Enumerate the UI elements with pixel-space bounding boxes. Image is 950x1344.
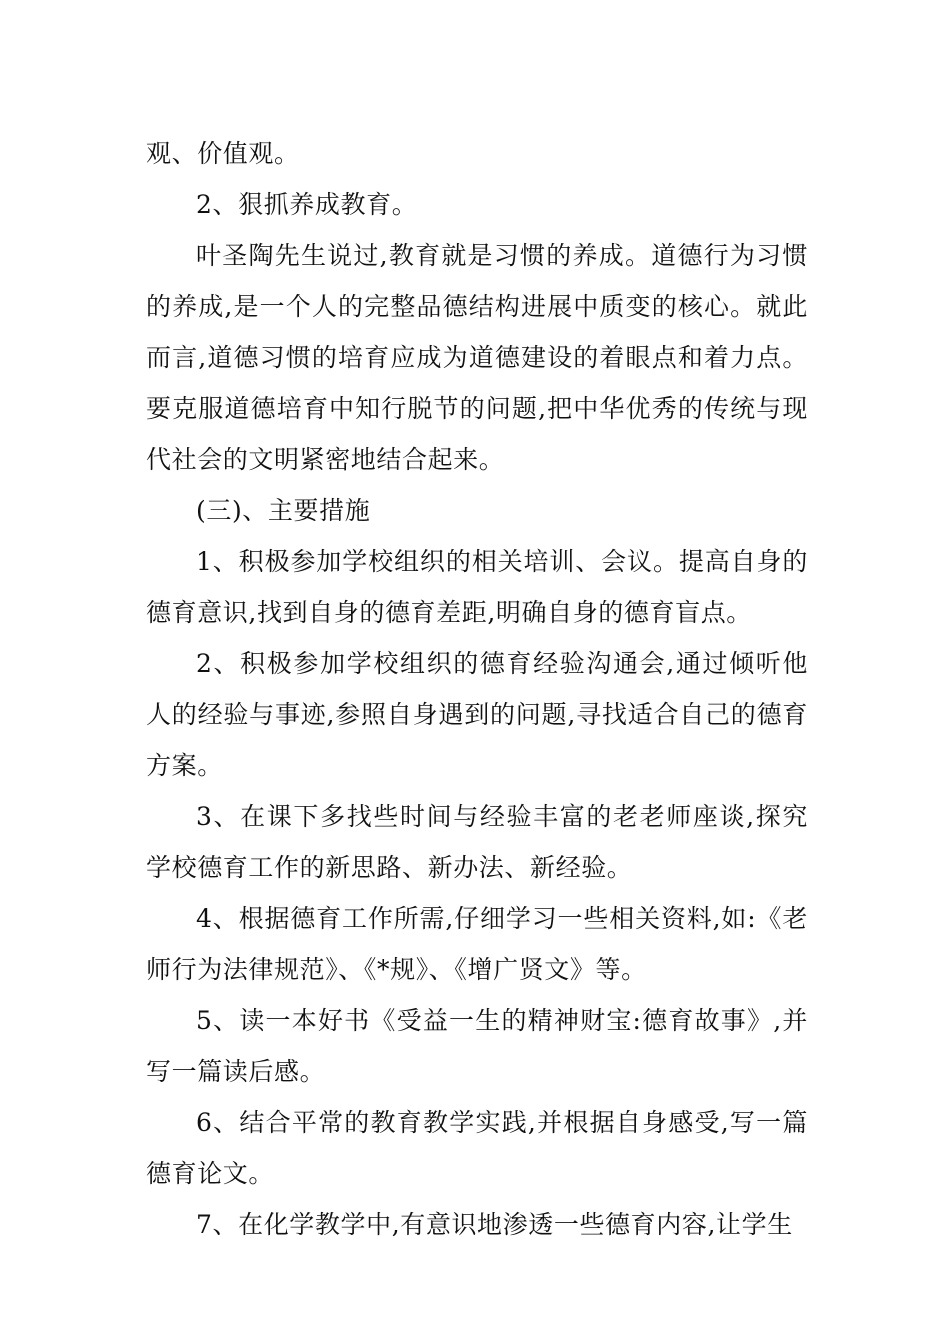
section-heading-main-measures: (三)、主要措施 (196, 496, 371, 525)
measure-item-7: 7、在化学教学中,有意识地渗透一些德育内容,让学生 (196, 1210, 793, 1239)
paragraph-continuation: 观、价值观。 (146, 139, 300, 168)
measure-item-1: 1、积极参加学校组织的相关培训、会议。提高自身的德育意识,找到自身的德育差距,明确自身的德育盲点。 (146, 547, 808, 627)
paragraph-ye-shengtao: 叶圣陶先生说过,教育就是习惯的养成。道德行为习惯的养成,是一个人的完整品德结构进展中质变的核心。就此而言,道德习惯的培育应成为道德建设的着眼点和着力点。要克服道德培育中知行脱节的问题,把中华优秀的传统与现代社会的文明紧密地结合起来。 (146, 241, 808, 474)
measure-item-2: 2、积极参加学校组织的德育经验沟通会,通过倾听他人的经验与事迹,参照自身遇到的问题,寻找适合自己的德育方案。 (146, 649, 808, 780)
document-body (146, 128, 808, 1250)
measure-item-5: 5、读一本好书《受益一生的精神财宝:德育故事》,并写一篇读后感。 (146, 1006, 808, 1086)
measure-item-6: 6、结合平常的教育教学实践,并根据自身感受,写一篇德育论文。 (146, 1108, 808, 1188)
measure-item-4: 4、根据德育工作所需,仔细学习一些相关资料,如:《老师行为法律规范》、《*规》、《增广贤文》等。 (146, 904, 808, 984)
subheading-habit-education: 2、狠抓养成教育。 (196, 190, 418, 219)
measure-item-3: 3、在课下多找些时间与经验丰富的老老师座谈,探究学校德育工作的新思路、新办法、新经验。 (146, 802, 808, 882)
